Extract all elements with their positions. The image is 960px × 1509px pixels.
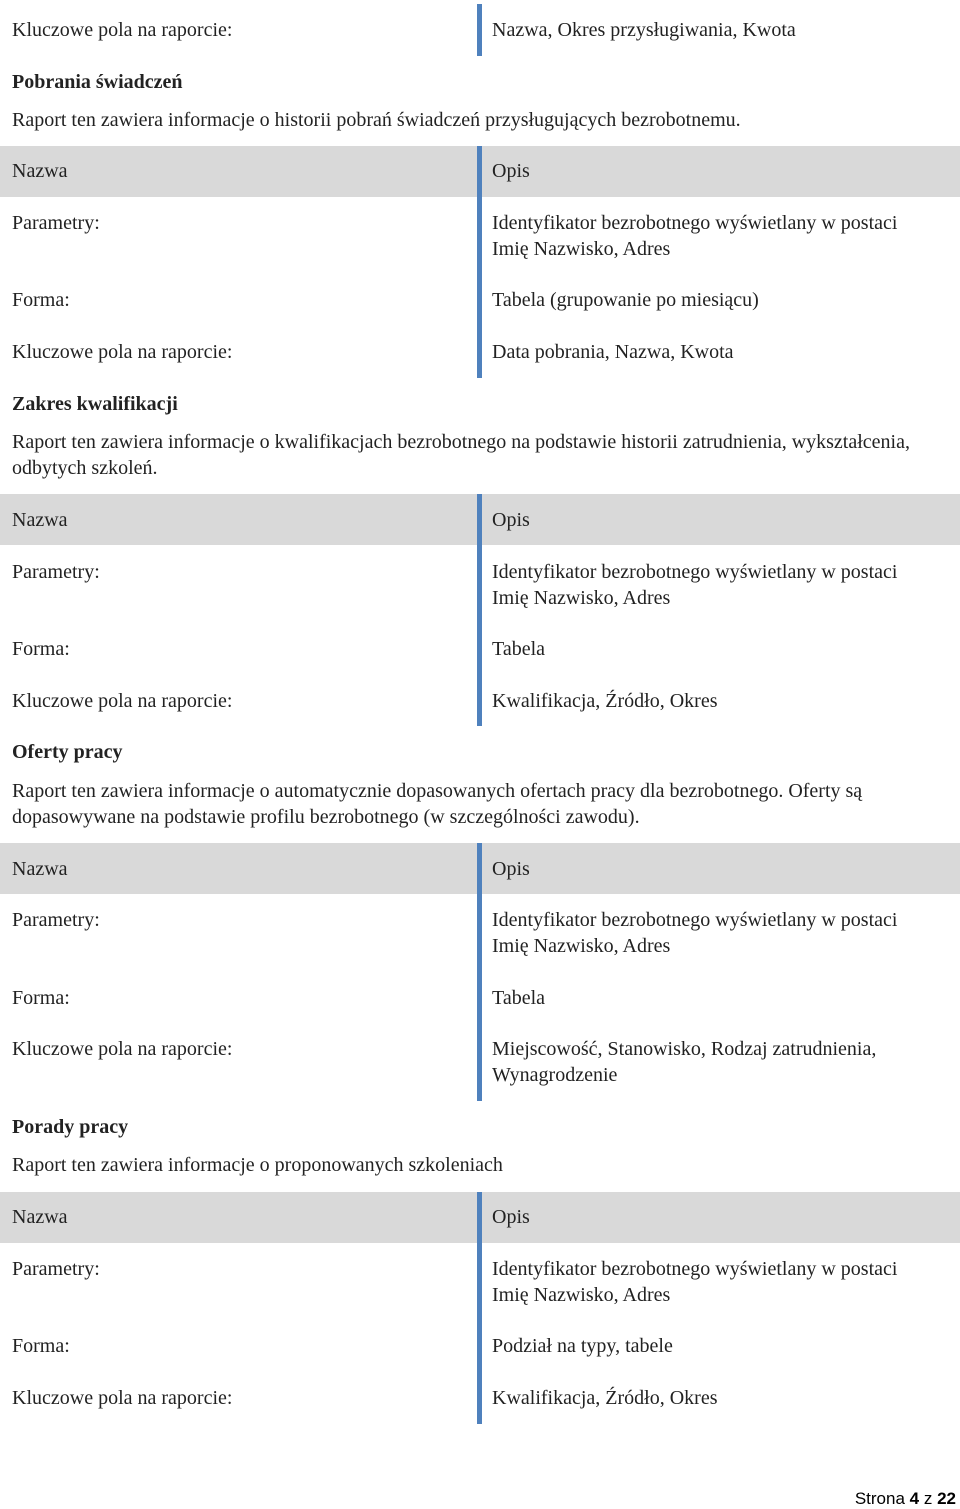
key-fields-label: Kluczowe pola na raporcie: xyxy=(12,1038,233,1060)
form-value: Tabela xyxy=(492,987,546,1009)
key-fields-value: Nazwa, Okres przysługiwania, Kwota xyxy=(492,19,796,41)
section-title: Pobrania świadczeń xyxy=(12,71,183,93)
parameters-label: Parametry: xyxy=(12,1258,100,1280)
parameters-label: Parametry: xyxy=(12,909,100,931)
footer-separator: z xyxy=(923,1489,933,1508)
parameters-value: Identyfikator bezrobotnego wyświetlany w postaci Imię Nazwisko, Adres xyxy=(492,909,898,957)
key-fields-value: Kwalifikacja, Źródło, Okres xyxy=(492,690,718,712)
header-name: Nazwa xyxy=(12,509,68,531)
form-label: Forma: xyxy=(12,638,70,660)
footer-prefix: Strona xyxy=(854,1489,905,1508)
table-divider xyxy=(477,843,482,1101)
table-divider xyxy=(477,4,482,56)
header-description: Opis xyxy=(492,1206,530,1228)
header-description: Opis xyxy=(492,858,530,880)
table-divider xyxy=(477,494,482,726)
section-description: Raport ten zawiera informacje o automatycznie dopasowanych ofertach pracy dla bezrobotnego. Oferty są dopasowywane na podstawie profilu bezrobotnego (w szczególności zawodu). xyxy=(12,780,863,828)
section-title: Porady pracy xyxy=(12,1116,129,1138)
parameters-value: Identyfikator bezrobotnego wyświetlany w postaci Imię Nazwisko, Adres xyxy=(492,561,898,609)
section-title: Zakres kwalifikacji xyxy=(12,393,178,415)
key-fields-value: Miejscowość, Stanowisko, Rodzaj zatrudnienia, Wynagrodzenie xyxy=(492,1038,877,1086)
page-footer xyxy=(855,1489,956,1509)
table-divider xyxy=(477,1192,482,1424)
footer-total-pages: 22 xyxy=(937,1489,956,1508)
section-description: Raport ten zawiera informacje o historii pobrań świadczeń przysługujących bezrobotnemu. xyxy=(12,109,741,131)
header-description: Opis xyxy=(492,160,530,182)
form-label: Forma: xyxy=(12,1335,70,1357)
key-fields-value: Kwalifikacja, Źródło, Okres xyxy=(492,1387,718,1409)
key-fields-value: Data pobrania, Nazwa, Kwota xyxy=(492,341,734,363)
form-label: Forma: xyxy=(12,289,70,311)
table-divider xyxy=(477,146,482,378)
parameters-value: Identyfikator bezrobotnego wyświetlany w postaci Imię Nazwisko, Adres xyxy=(492,212,898,260)
parameters-label: Parametry: xyxy=(12,212,100,234)
form-value: Tabela (grupowanie po miesiącu) xyxy=(492,289,759,311)
key-fields-label: Kluczowe pola na raporcie: xyxy=(12,1387,233,1409)
header-description: Opis xyxy=(492,509,530,531)
footer-page-number: 4 xyxy=(909,1489,920,1508)
parameters-label: Parametry: xyxy=(12,561,100,583)
section-description: Raport ten zawiera informacje o proponowanych szkoleniach xyxy=(12,1154,503,1176)
section-description: Raport ten zawiera informacje o kwalifikacjach bezrobotnego na podstawie historii zatrudnienia, wykształcenia, odbytych szkoleń. xyxy=(12,431,910,479)
form-label: Forma: xyxy=(12,987,70,1009)
header-name: Nazwa xyxy=(12,1206,68,1228)
key-fields-label: Kluczowe pola na raporcie: xyxy=(12,341,233,363)
header-name: Nazwa xyxy=(12,858,68,880)
section-title: Oferty pracy xyxy=(12,741,123,763)
parameters-value: Identyfikator bezrobotnego wyświetlany w postaci Imię Nazwisko, Adres xyxy=(492,1258,898,1306)
form-value: Tabela xyxy=(492,638,546,660)
header-name: Nazwa xyxy=(12,160,68,182)
key-fields-label: Kluczowe pola na raporcie: xyxy=(12,19,233,41)
form-value: Podział na typy, tabele xyxy=(492,1335,673,1357)
key-fields-label: Kluczowe pola na raporcie: xyxy=(12,690,233,712)
